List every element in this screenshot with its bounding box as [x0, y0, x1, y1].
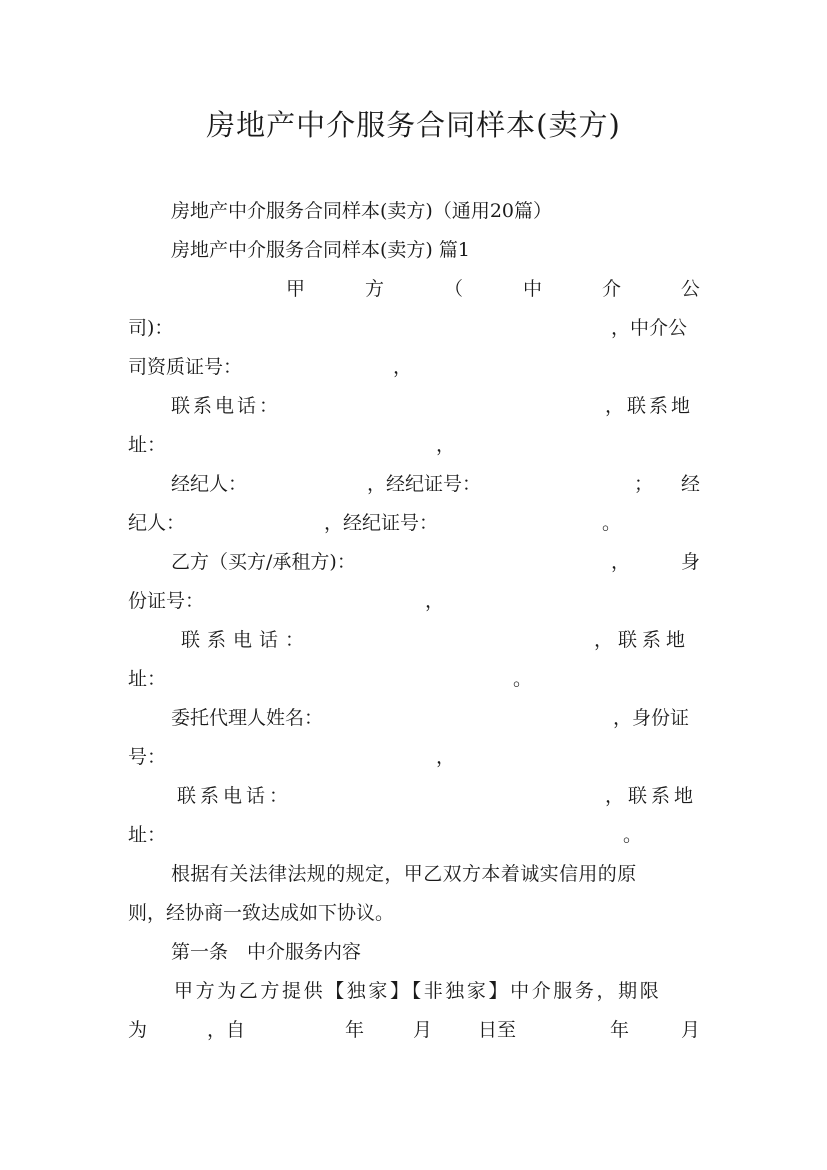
- proxy-id-label: ，身份证: [613, 707, 690, 729]
- document-title: 房地产中介服务合同样本(卖方): [206, 108, 621, 142]
- party-a-char: 甲: [286, 278, 306, 300]
- party-a-qualification-label: ，中介公: [611, 317, 688, 339]
- party-a-char: 介: [601, 278, 621, 300]
- proxy-name-label: 委托代理人姓名：: [171, 707, 324, 729]
- article-1-part: 为: [128, 1019, 148, 1041]
- party-a-address-left: 址：: [128, 434, 167, 456]
- party-b-id-comma: ，: [425, 590, 445, 612]
- proxy-id-comma: ，: [436, 746, 456, 768]
- article-1-line-1: 甲方为乙方提供【独家】【非独家】中介服务，期限: [174, 980, 662, 1002]
- proxy-address-label: ，联系地: [605, 785, 698, 807]
- party-a-phone-label: 联系电话：: [171, 395, 282, 417]
- article-1-heading: 第一条 中介服务内容: [171, 941, 362, 963]
- party-b-label: 乙方（买方/承租方)：: [171, 551, 356, 573]
- article-1-part: 月: [413, 1019, 433, 1041]
- party-a-agent-cert-label: ，经纪证号：: [367, 473, 482, 495]
- party-a-char: 方: [364, 278, 384, 300]
- party-a-agent-label: 经纪人：: [171, 473, 248, 495]
- party-a-agent2-end: 。: [602, 512, 622, 534]
- party-a-char: （: [443, 278, 463, 300]
- article-1-part: 月: [681, 1019, 701, 1041]
- party-a-char: 公: [680, 278, 700, 300]
- party-b-id-label: 份证号：: [128, 590, 205, 612]
- party-a-char: 中: [522, 278, 542, 300]
- party-a-address-comma: ，: [436, 434, 456, 456]
- party-b-address-end: 。: [513, 668, 533, 690]
- party-b-address-left: 址：: [128, 668, 167, 690]
- party-b-phone-label: 联系电话：: [181, 629, 312, 651]
- intro-line-1: 房地产中介服务合同样本(卖方)（通用20篇）: [171, 200, 553, 222]
- party-b-id-tail: 身: [681, 551, 701, 573]
- intro-line-2: 房地产中介服务合同样本(卖方) 篇1: [171, 239, 470, 261]
- party-a-agent2-cert-label: ，经纪证号：: [324, 512, 439, 534]
- party-a-company-label: 司)：: [128, 317, 174, 339]
- party-a-cert-comma: ，: [393, 356, 413, 378]
- article-1-part: 日至: [478, 1019, 517, 1041]
- party-a-agent-semicolon: ；: [634, 473, 654, 495]
- article-1-part: 年: [610, 1019, 630, 1041]
- party-b-comma: ，: [611, 551, 631, 573]
- proxy-phone-label: 联系电话：: [177, 785, 293, 807]
- basis-line-2: 则，经协商一致达成如下协议。: [128, 902, 395, 924]
- party-a-heading: [286, 276, 700, 302]
- article-1-part: ，自: [207, 1019, 246, 1041]
- article-1-part: 年: [345, 1019, 365, 1041]
- proxy-address-end: 。: [623, 824, 643, 846]
- party-a-agent-tail: 经: [681, 473, 701, 495]
- party-b-address-label: ，联系地: [594, 629, 691, 651]
- party-a-address-label: ，联系地: [605, 395, 694, 417]
- proxy-id-left: 号：: [128, 746, 167, 768]
- basis-line-1: 根据有关法律法规的规定，甲乙双方本着诚实信用的原: [171, 863, 637, 885]
- proxy-address-left: 址：: [128, 824, 167, 846]
- party-a-agent2-label: 纪人：: [128, 512, 186, 534]
- party-a-cert-label: 司资质证号：: [128, 356, 243, 378]
